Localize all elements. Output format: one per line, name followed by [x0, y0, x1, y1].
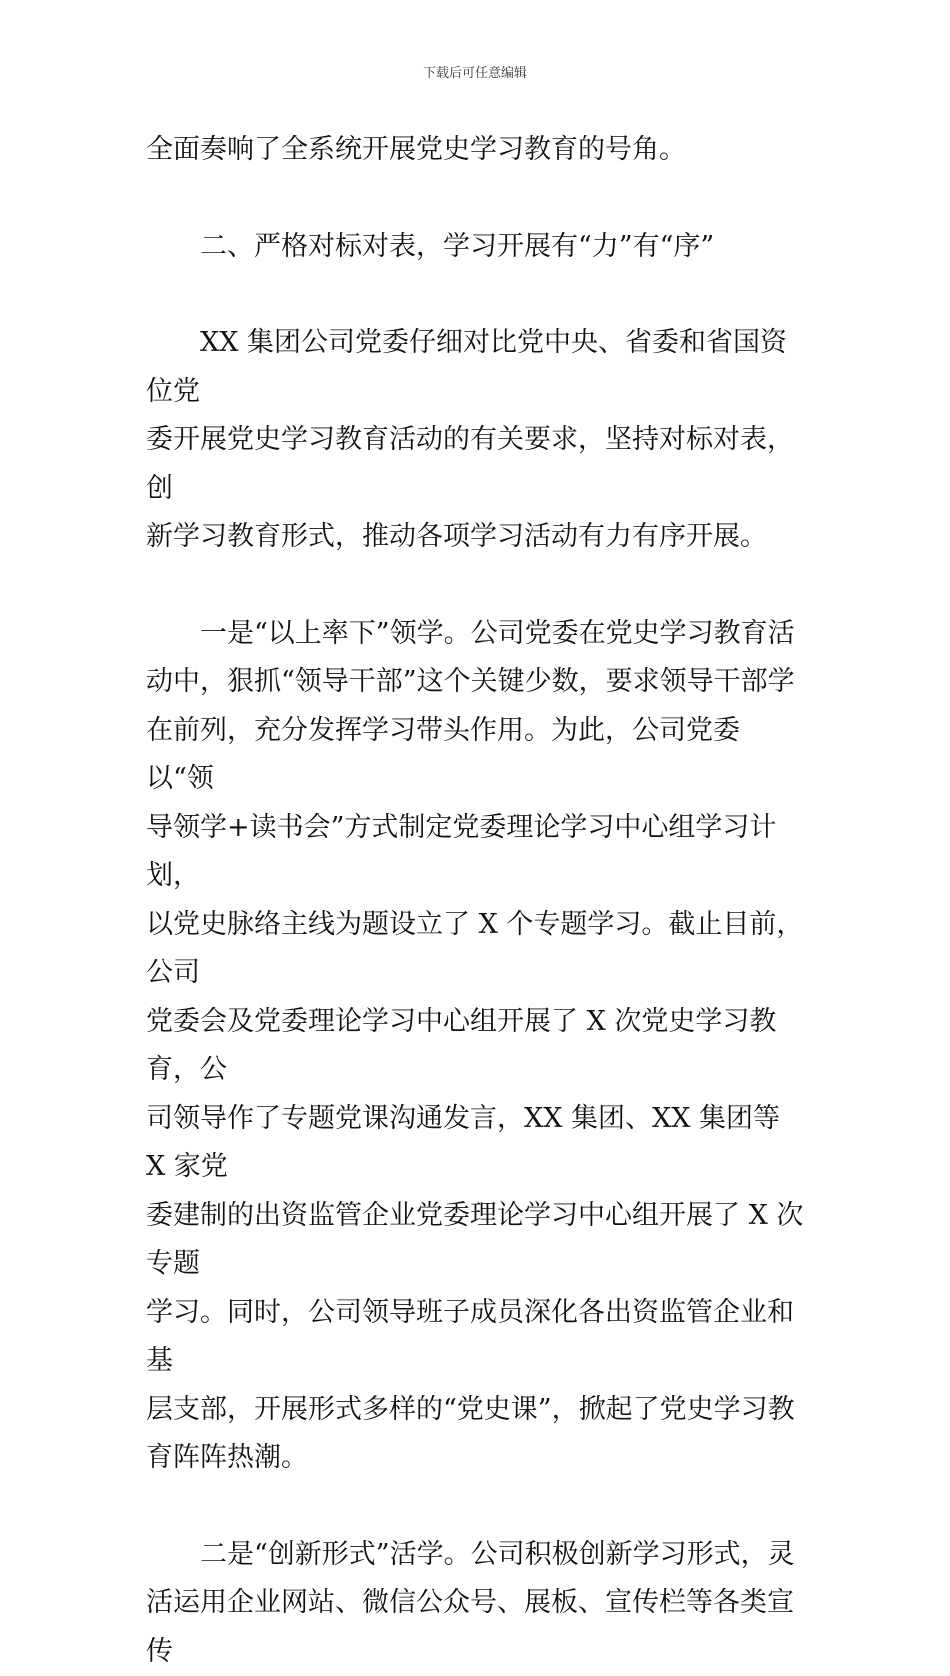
text-line: 活运用企业网站、微信公众号、展板、宣传栏等各类宣传: [146, 1587, 794, 1667]
paragraph-spacer: [146, 1483, 806, 1531]
text-line: 党委会及党委理论学习中心组开展了 X 次党史学习教育，公: [146, 1006, 776, 1086]
text-line: 全面奏响了全系统开展党史学习教育的号角。: [146, 134, 686, 165]
text-line: 导领学+读书会”方式制定党委理论学习中心组学习计划，: [146, 812, 776, 892]
text-line: 委开展党史学习教育活动的有关要求，坚持对标对表，创: [146, 424, 794, 504]
text-line: 学习。同时，公司领导班子成员深化各出资监管企业和基: [146, 1297, 794, 1377]
text-line: 层支部，开展形式多样的“党史课”，掀起了党史学习教: [146, 1394, 795, 1425]
text-line: 一是“以上率下”领学。公司党委在党史学习教育活: [200, 618, 795, 649]
text-line: 动中，狠抓“领导干部”这个关键少数，要求领导干部学: [146, 666, 795, 697]
page-header-note: 下载后可任意编辑: [0, 66, 950, 82]
paragraph-intro: [146, 319, 806, 562]
paragraph-innovative-learning: [146, 1531, 806, 1676]
paragraph-lead-learning: [146, 610, 806, 1483]
text-line: 育阵阵热潮。: [146, 1442, 308, 1473]
text-line: XX 集团公司党委仔细对比党中央、省委和省国资位党: [146, 327, 787, 407]
paragraph-spacer: [146, 175, 806, 223]
text-line: 司领导作了专题党课沟通发言，XX 集团、XX 集团等 X 家党: [146, 1103, 780, 1183]
text-line: 委建制的出资监管企业党委理论学习中心组开展了 X 次专题: [146, 1200, 803, 1280]
text-line: 二是“创新形式”活学。公司积极创新学习形式，灵: [200, 1539, 795, 1570]
document-body: [146, 126, 806, 1676]
paragraph-spacer: [146, 271, 806, 319]
paragraph-continuation: [146, 126, 806, 175]
section-heading: [146, 223, 806, 272]
text-line: 在前列，充分发挥学习带头作用。为此，公司党委以“领: [146, 715, 740, 795]
text-line: 二、严格对标对表，学习开展有“力”有“序”: [200, 231, 714, 262]
paragraph-spacer: [146, 562, 806, 610]
text-line: 新学习教育形式，推动各项学习活动有力有序开展。: [146, 521, 767, 552]
text-line: 以党史脉络主线为题设立了 X 个专题学习。截止目前，公司: [146, 909, 803, 989]
